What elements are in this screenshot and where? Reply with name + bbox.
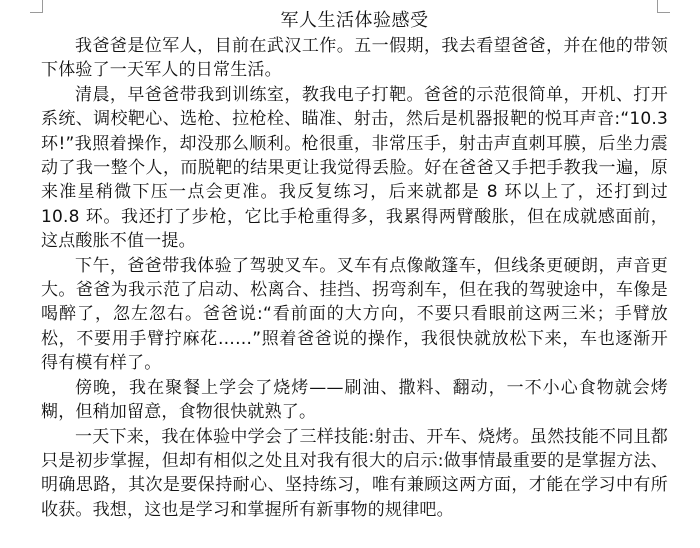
paragraph-conclusion: 一天下来，我在体验中学会了三样技能:射击、开车、烧烤。虽然技能不同且都只是初步掌握，但却有相似之处且对我有很大的启示:做事情最重要的是掌握方法、明确思路，其次是要保持耐心、坚持练习，唯有兼顾这两方面，才能在学习中有所收获。我想，这也是学习和掌握所有新事物的规律吧。 <box>41 426 668 520</box>
paragraph-evening-barbecue: 傍晚，我在聚餐上学会了烧烤——刷油、撒料、翻动，一不小心食物就会烤糊，但稍加留意，食物很快就熟了。 <box>41 377 668 423</box>
paragraph-morning-shooting: 清晨，早爸爸带我到训练室，教我电子打靶。爸爸的示范很简单，开机、打开系统、调校靶心、选枪、拉枪栓、瞄准、射击，然后是机器报靶的悦耳声音:“10.3环!”我照着操作，却没那么顺利。枪很重，非常压手，射击声直刺耳膜，后坐力震动了我一整个人，而脱靶的结果更让我觉得丢脸。好在爸爸又手把手教我一遍，原来准星稍微下压一点会更准。我反复练习，后来就都是 8 环以上了，还打到过 10.8 环。我还打了步枪，它比手枪重得多，我累得两臂酸胀，但在成就感面前，这点酸胀不值一提。 <box>41 84 668 252</box>
paragraph-intro: 我爸爸是位军人，目前在武汉工作。五一假期，我去看望爸爸，并在他的带领下体验了一天军人的日常生活。 <box>41 36 668 81</box>
paragraph-afternoon-forklift: 下午，爸爸带我体验了驾驶叉车。叉车有点像敞篷车，但线条更硬朗，声音更大。爸爸为我示范了启动、松离合、挂挡、拐弯刹车，但在我的驾驶途中，车像是喝醉了，忽左忽右。爸爸说:“看前面的大方向，不要只看眼前这两三米；手臂放松，不要用手臂拧麻花……”照着爸爸说的操作，我很快就放松下来，车也逐渐开得有模有样了。 <box>41 255 668 374</box>
document-page <box>41 9 668 522</box>
document-title: 军人生活体验感受 <box>280 10 429 31</box>
